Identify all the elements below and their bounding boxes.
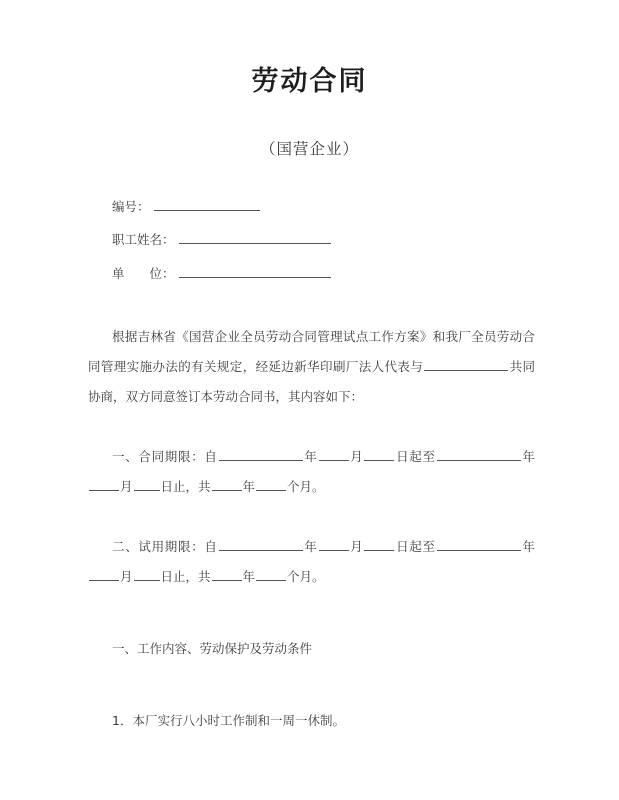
page-title: 劳动合同 (251, 66, 368, 97)
probation-start-month-blank[interactable] (319, 538, 349, 551)
preamble-text-part-2: 共同协商，双方同意签订本劳动合同书，其内容如下： (88, 359, 535, 405)
preamble-text-part-1: 根据吉林省《国营企业全员劳动合同管理试点工作方案》和我厂全员劳动合同管理实施办法的有关规定，经延边新华印刷厂法人代表与 (88, 329, 535, 375)
term-end-day-unit: 日止，共 (160, 479, 211, 495)
probation-total-years-blank[interactable] (212, 568, 242, 581)
term-start-year-blank[interactable] (219, 448, 303, 461)
term-end-year-unit: 年 (521, 449, 535, 465)
section-probation-term-heading: 二、试用期限：自 (112, 539, 218, 555)
probation-end-day-blank[interactable] (134, 568, 160, 581)
term-start-month-unit: 月 (349, 449, 364, 465)
term-start-day-blank[interactable] (364, 448, 394, 461)
term-start-year-unit: 年 (303, 449, 318, 465)
clause-section-heading: 一、工作内容、劳动保护及劳动条件 (112, 641, 313, 657)
probation-start-year-unit: 年 (303, 539, 318, 555)
field-row-employee-name (112, 232, 619, 247)
form-fields-block (0, 199, 619, 281)
term-start-day-unit: 日起至 (395, 449, 436, 465)
field-row-unit (112, 266, 619, 281)
probation-total-years-unit: 年 (242, 569, 256, 585)
section-contract-term-heading: 一、合同期限：自 (112, 449, 218, 465)
counterparty-blank[interactable] (424, 358, 508, 371)
probation-start-day-unit: 日起至 (395, 539, 436, 555)
unit-input[interactable] (179, 266, 331, 278)
probation-total-months-unit: 个月。 (287, 569, 325, 585)
term-total-years-blank[interactable] (212, 478, 242, 491)
probation-end-month-blank[interactable] (89, 568, 119, 581)
term-total-years-unit: 年 (242, 479, 256, 495)
term-end-month-unit: 月 (120, 479, 133, 495)
probation-total-months-blank[interactable] (256, 568, 286, 581)
clause-item-1: 1．本厂实行八小时工作制和一周一休制。 (112, 713, 345, 729)
term-total-months-blank[interactable] (256, 478, 286, 491)
section-probation-term (0, 532, 619, 592)
contract-number-input[interactable] (154, 199, 260, 211)
contract-number-label: 编号： (112, 198, 150, 214)
probation-end-year-unit: 年 (521, 539, 535, 555)
probation-end-day-unit: 日止，共 (160, 569, 211, 585)
term-start-month-blank[interactable] (319, 448, 349, 461)
term-end-year-blank[interactable] (437, 448, 521, 461)
probation-start-year-blank[interactable] (219, 538, 303, 551)
field-row-contract-number (112, 199, 619, 214)
probation-end-month-unit: 月 (120, 569, 133, 585)
unit-label: 单 位： (112, 265, 175, 281)
employee-name-label: 职工姓名： (112, 232, 175, 248)
term-end-day-blank[interactable] (134, 478, 160, 491)
term-total-months-unit: 个月。 (287, 479, 325, 495)
term-end-month-blank[interactable] (89, 478, 119, 491)
section-contract-term (0, 442, 619, 502)
employee-name-input[interactable] (179, 232, 331, 244)
probation-start-day-blank[interactable] (364, 538, 394, 551)
page-subtitle: （国营企业） (259, 140, 359, 159)
preamble-paragraph (0, 322, 619, 412)
probation-start-month-unit: 月 (349, 539, 364, 555)
probation-end-year-blank[interactable] (437, 538, 521, 551)
